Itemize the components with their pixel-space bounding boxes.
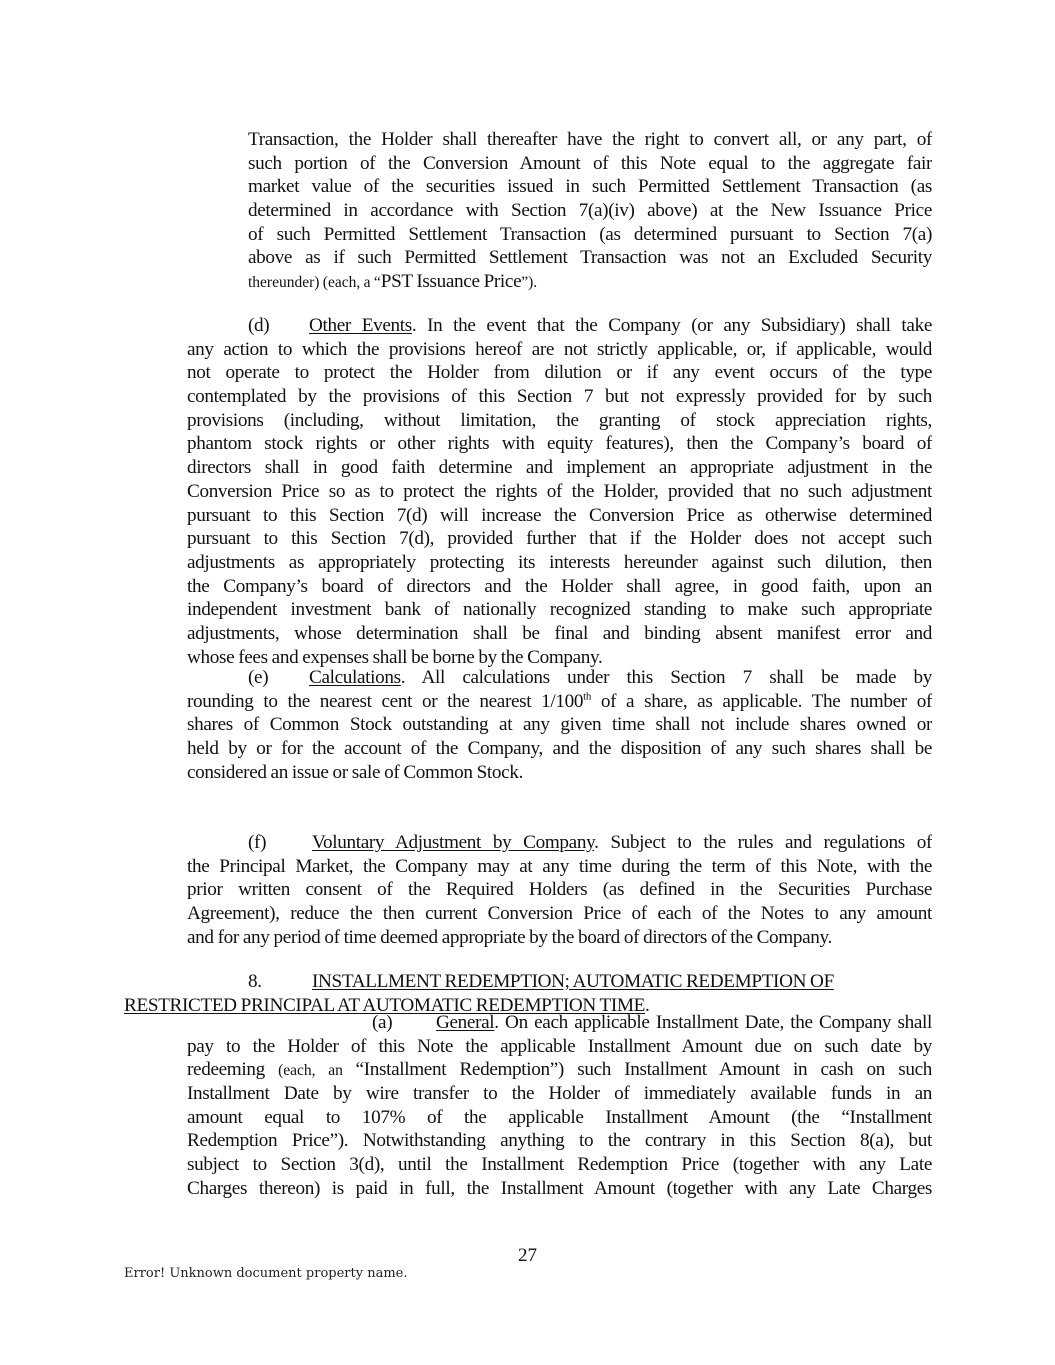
clause-heading: Voluntary Adjustment by Company xyxy=(312,832,595,853)
clause-label: (f) xyxy=(248,832,267,853)
text-line: above as if such Permitted Settlement Transaction was not an Excluded Security xyxy=(248,247,932,269)
text-fragment: rounding to the nearest cent or the nearest 1/100 xyxy=(187,690,584,712)
text-line: market value of the securities issued in such Permitted Settlement Transaction (as xyxy=(248,176,932,198)
text-line: shares of Common Stock outstanding at any given time shall not include shares owned or xyxy=(187,714,932,736)
text-line xyxy=(187,1011,932,1035)
paragraph-f-voluntary-adjustment xyxy=(187,831,932,949)
text-line: adjustments as appropriately protecting its interests hereunder against such dilution, then xyxy=(187,551,932,573)
text-line: adjustments, whose determination shall be final and binding absent manifest error and xyxy=(187,622,932,644)
text-fragment: (each, an xyxy=(278,1062,356,1080)
text-line: not operate to protect the Holder from dilution or if any event occurs of the type xyxy=(187,362,932,384)
text-line xyxy=(187,690,932,714)
text-line: of such Permitted Settlement Transaction (as determined pursuant to Section 7(a) xyxy=(248,223,932,245)
text-line: Redemption Price”). Notwithstanding anything to the contrary in this Section 8(a), but xyxy=(187,1130,932,1152)
text-fragment: redeeming xyxy=(187,1059,279,1081)
text-line: amount equal to 107% of the applicable Installment Amount (the “Installment xyxy=(187,1106,932,1128)
clause-label: (a) xyxy=(372,1012,393,1033)
section-number: 8. xyxy=(248,971,262,992)
text-fragment: thereunder) (each, a “ xyxy=(248,274,381,292)
text-line: provisions (including, without limitation, the granting of stock appreciation rights, xyxy=(187,409,932,431)
text-line xyxy=(248,270,932,294)
text-line xyxy=(124,970,904,994)
text-line: the Company’s board of directors and the Holder shall agree, in good faith, upon an xyxy=(187,575,932,597)
footer-text: Error! Unknown document property name. xyxy=(124,1266,408,1281)
clause-label: (d) xyxy=(248,315,270,336)
text-line: Transaction, the Holder shall thereafter have the right to convert all, or any part, of xyxy=(248,129,932,150)
text-fragment: such Installment Amount in cash on such xyxy=(563,1059,932,1081)
text-line: subject to Section 3(d), until the Installment Redemption Price (together with any Late xyxy=(187,1154,932,1176)
section-title: RESTRICTED PRINCIPAL AT AUTOMATIC REDEMPTION TIME xyxy=(124,994,646,1016)
text-line xyxy=(187,666,932,690)
section-title: INSTALLMENT REDEMPTION; AUTOMATIC REDEMPTION OF xyxy=(312,971,834,992)
text-fragment: . xyxy=(645,994,650,1016)
text-fragment: ”). xyxy=(521,274,538,292)
defined-term-pst-issuance-price: PST Issuance Price xyxy=(380,271,522,293)
superscript: th xyxy=(583,690,591,703)
text-line: whose fees and expenses shall be borne by the Company. xyxy=(187,646,603,668)
paragraph-d-other-events xyxy=(187,314,932,669)
clause-label: (e) xyxy=(248,667,269,688)
clause-heading: General xyxy=(436,1012,495,1033)
text-line: and for any period of time deemed appropriate by the board of directors of the Company. xyxy=(187,926,832,948)
text-line xyxy=(187,314,932,338)
text-fragment: . On each applicable Installment Date, the Company shall xyxy=(494,1012,932,1033)
text-line: prior written consent of the Required Holders (as defined in the Securities Purchase xyxy=(187,879,932,901)
paragraph-a-general xyxy=(187,1011,932,1201)
paragraph-pst-issuance xyxy=(248,128,932,294)
text-line: pursuant to this Section 7(d) will increase the Conversion Price as otherwise determined xyxy=(187,504,932,526)
text-line: considered an issue or sale of Common Stock. xyxy=(187,761,524,783)
text-line: independent investment bank of nationally recognized standing to make such appropriate xyxy=(187,599,932,621)
text-line: the Principal Market, the Company may at any time during the term of this Note, with the xyxy=(187,855,932,877)
text-line: determined in accordance with Section 7(a)(iv) above) at the New Issuance Price xyxy=(248,200,932,222)
text-line: any action to which the provisions hereof are not strictly applicable, or, if applicable, would xyxy=(187,338,932,360)
text-fragment: . Subject to the rules and regulations of xyxy=(594,832,932,853)
text-line: pursuant to this Section 7(d), provided further that if the Holder does not accept such xyxy=(187,528,932,550)
text-line: pay to the Holder of this Note the applicable Installment Amount due on such date by xyxy=(187,1035,932,1057)
defined-term-installment-redemption: “Installment Redemption”) xyxy=(355,1059,564,1081)
paragraph-e-calculations xyxy=(187,666,932,784)
text-line: Conversion Price so as to protect the rights of the Holder, provided that no such adjustment xyxy=(187,480,932,502)
text-line: directors shall in good faith determine and implement an appropriate adjustment in the xyxy=(187,457,932,479)
text-fragment: . In the event that the Company (or any Subsidiary) shall take xyxy=(411,315,932,336)
text-line: Charges thereon) is paid in full, the Installment Amount (together with any Late Charges xyxy=(187,1177,932,1199)
text-line: contemplated by the provisions of this Section 7 but not expressly provided for by such xyxy=(187,386,932,408)
text-line: Agreement), reduce the then current Conversion Price of each of the Notes to any amount xyxy=(187,903,932,925)
page-number: 27 xyxy=(518,1245,537,1266)
text-line: phantom stock rights or other rights with equity features), then the Company’s board of xyxy=(187,433,932,455)
text-line xyxy=(187,1058,932,1082)
clause-heading: Calculations xyxy=(309,667,401,688)
text-fragment: of a share, as applicable. The number of xyxy=(590,690,932,712)
clause-heading: Other Events xyxy=(309,315,412,336)
text-line: such portion of the Conversion Amount of this Note equal to the aggregate fair xyxy=(248,152,932,174)
text-line: Installment Date by wire transfer to the Holder of immediately available funds in an xyxy=(187,1083,932,1105)
text-line xyxy=(187,831,932,855)
text-line: held by or for the account of the Company, and the disposition of any such shares shall be xyxy=(187,738,932,760)
text-fragment: . All calculations under this Section 7 shall be made by xyxy=(400,667,932,688)
